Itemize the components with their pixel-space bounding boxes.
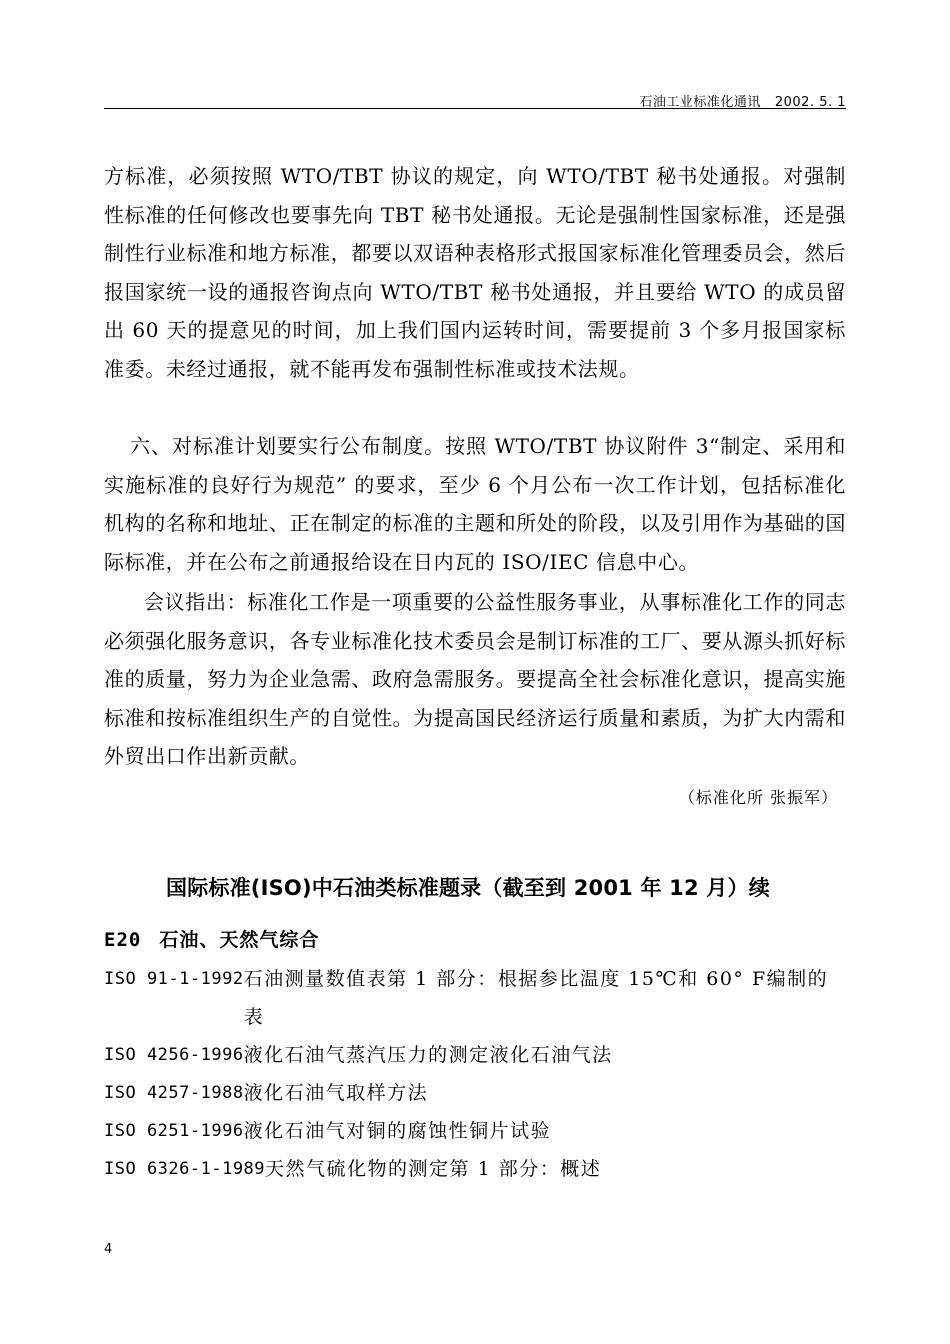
publication-name: 石油工业标准化通讯 bbox=[639, 95, 761, 110]
standard-title: 天然气硫化物的测定第 1 部分：概述 bbox=[265, 1158, 602, 1180]
page-number: 4 bbox=[104, 1242, 113, 1257]
standard-code: ISO 4257-1988 bbox=[104, 1083, 244, 1103]
standard-title: 液化石油气蒸汽压力的测定液化石油气法 bbox=[243, 1044, 613, 1066]
header-rule bbox=[104, 108, 846, 109]
category-code: E20 bbox=[104, 929, 142, 951]
issue-date: 2002. 5. 1 bbox=[774, 95, 846, 110]
list-item bbox=[104, 960, 864, 1036]
section-title: 国际标准(ISO)中石油类标准题录（截至到 2001 年 12 月）续 bbox=[166, 876, 770, 900]
paragraph: 会议指出：标准化工作是一项重要的公益性服务事业，从事标准化工作的同志必须强化服务意识，各专业标准化技术委员会是制订标准的工厂、要从源头抓好标准的质量，努力为企业急需、政府急需服务。要提高全社会标准化意识，提高实施标准和按标准组织生产的自觉性。为提高国民经济运行质量和素质，为扩大内需和外贸出口作出新贡献。 bbox=[104, 590, 846, 768]
standard-code: ISO 4256-1996 bbox=[104, 1045, 244, 1065]
list-item bbox=[104, 1112, 864, 1150]
standard-code: ISO 91-1-1992 bbox=[104, 969, 244, 989]
body-section-3 bbox=[104, 583, 846, 776]
standard-code: ISO 6326-1-1989 bbox=[104, 1159, 266, 1179]
paragraph: 方标准，必须按照 WTO/TBT 协议的规定，向 WTO/TBT 秘书处通报。对强制性标准的任何修改也要事先向 TBT 秘书处通报。无论是强制性国家标准，还是强制性行业标准和地方标准，都要以双语种表格形式报国家标准化管理委员会，然后报国家统一设的通报咨询点向 WTO/TBT 秘书处通报，并且要给 WTO 的成员留出 60 天的提意见的时间，加上我们国内运转时间，需要提前 3 个多月报国家标准委。未经过通报，就不能再发布强制性标准或技术法规。 bbox=[104, 164, 846, 381]
paragraph: 六、对标准计划要实行公布制度。按照 WTO/TBT 协议附件 3“制定、采用和实施标准的良好行为规范” 的要求，至少 6 个月公布一次工作计划，包括标准化机构的名称和地址、正在制定的标准的主题和所处的阶段，以及引用作为基础的国际标准，并在公布之前通报给设在日内瓦的 ISO/IEC 信息中心。 bbox=[104, 434, 846, 574]
standard-title: 液化石油气取样方法 bbox=[243, 1082, 429, 1104]
standard-title: 液化石油气对铜的腐蚀性铜片试验 bbox=[243, 1120, 552, 1142]
body-section-2 bbox=[104, 427, 846, 581]
list-item bbox=[104, 1074, 864, 1112]
standard-code: ISO 6251-1996 bbox=[104, 1121, 244, 1141]
standards-list bbox=[104, 960, 864, 1188]
category-heading bbox=[104, 925, 319, 952]
list-item bbox=[104, 1036, 864, 1074]
list-item bbox=[104, 1150, 864, 1188]
body-section-1 bbox=[104, 157, 846, 388]
standard-title: 石油测量数值表第 1 部分：根据参比温度 15℃和 60° F编制的表 bbox=[243, 968, 829, 1028]
category-name: 石油、天然气综合 bbox=[159, 929, 320, 951]
byline: （标准化所 张振军） bbox=[678, 788, 838, 807]
